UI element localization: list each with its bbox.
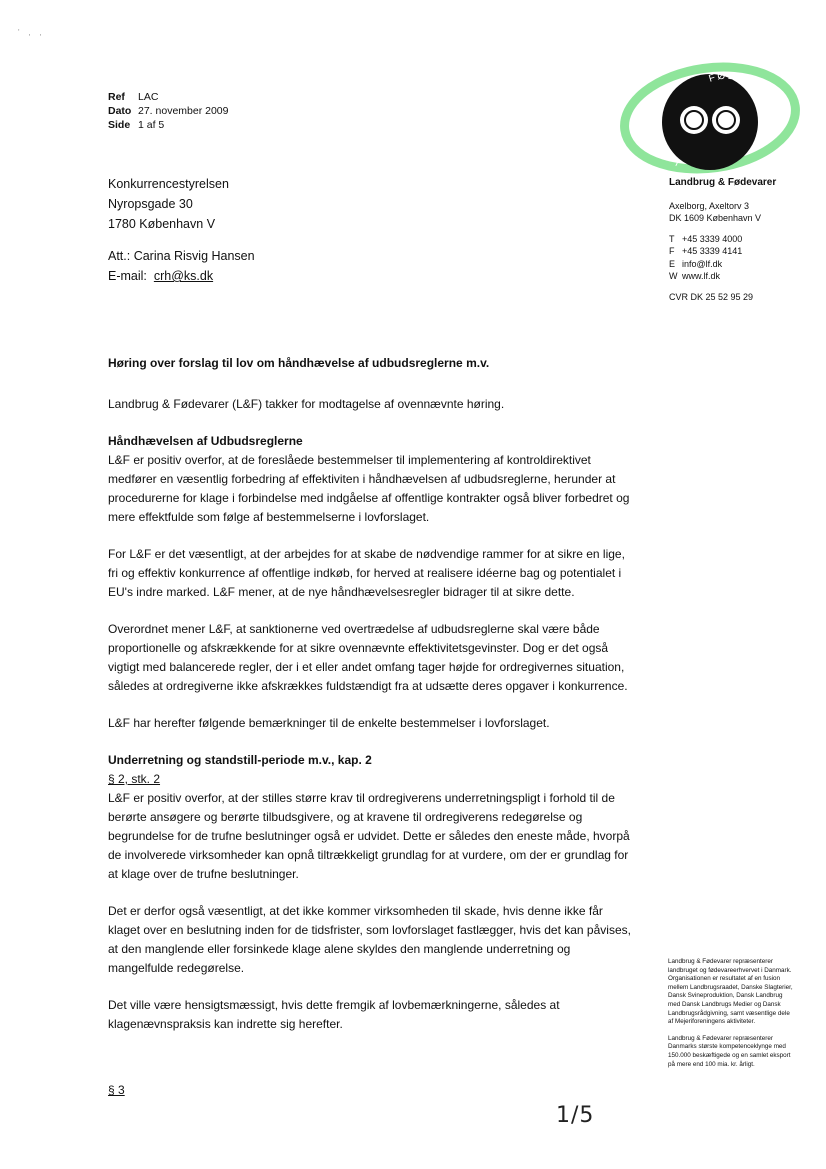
date-value: 27. november 2009	[138, 105, 229, 117]
contact-phone: T +45 3339 4000	[669, 233, 743, 244]
date-row	[108, 104, 228, 118]
letter-meta	[108, 90, 228, 132]
section-heading-2: Underretning og standstill-periode m.v., kap. 2	[108, 753, 372, 767]
recipient-email-row	[108, 266, 255, 286]
recipient-city: 1780 København V	[108, 217, 216, 231]
letter-body	[108, 354, 633, 1052]
contact-fax: F +45 3339 4141	[669, 246, 743, 256]
company-address1: Axelborg, Axeltorv 3	[669, 200, 750, 211]
recipient-org: Konkurrencestyrelsen	[108, 177, 229, 191]
paragraph-6: Det er derfor også væsentligt, at det ikke kommer virksomheden til skade, hvis denne ikke får klaget over en beslutning inden for de tidsfrister, som lovforslaget fastlægger, hvis det kan påvises, at den manglende eller forsinkede klage alene skyldes den manglende underretning og mangelfulde redegørelse.	[108, 904, 631, 975]
contact-web[interactable]: W www.lf.dk	[669, 271, 721, 281]
subsection-2-2: § 2, stk. 2	[108, 772, 161, 786]
email-label: E-mail:	[108, 269, 147, 283]
recipient-street: Nyropsgade 30	[108, 197, 193, 211]
company-address2: DK 1609 København V	[669, 213, 762, 223]
page-value: 1 af 5	[138, 119, 165, 131]
paragraph-5: L&F er positiv overfor, at der stilles større krav til ordregiverens underretningspligt i forhold til de berørte ansøgere og berørte tilbudsgivere, og at kravene til ordregiverens redegørelse og begrundelse for de trufne beslutninger også er udvidet. Dette er således den eneste måde, hvorpå de involverede virksomheder kan opnå tiltrækkeligt grundlag for at vurdere, om der er grundlag for at klage over de trufne beslutninger.	[108, 791, 630, 881]
page-row	[108, 118, 228, 132]
sidebar-text-2: Landbrug & Fødevarer repræsenterer Danmarks største kompetenceklynge med 150.000 beskæftigede og en samlet eksport på mere end 100 mia. kr. årligt.	[668, 1034, 791, 1068]
letter-intro: Landbrug & Fødevarer (L&F) takker for modtagelse af ovennævnte høring.	[108, 397, 505, 411]
date-label: Dato	[108, 105, 132, 117]
letter-title: Høring over forslag til lov om håndhævelse af udbudsreglerne m.v.	[108, 356, 490, 370]
company-contact	[669, 177, 776, 303]
contact-email[interactable]: E info@lf.dk	[669, 258, 723, 269]
ref-value: LAC	[138, 91, 159, 103]
paragraph-4: L&F har herefter følgende bemærkninger til de enkelte bestemmelser i lovforslaget.	[108, 716, 550, 730]
paragraph-1: L&F er positiv overfor, at de foreslåede bestemmelser til implementering af kontroldirektivet medfører en væsentlig forbedring af effektiviten i håndhævelsen af udbudsreglerne, herunder at procedurerne for klage i forbindelse med indgåelse af offentlige kontrakter også bliver forbedret og mere effektfulde som følge af bestemmelserne i lovforslaget.	[108, 453, 630, 524]
logo-arc-left: LANDBRUG	[645, 97, 682, 168]
handwritten-page-mark: 1/5	[556, 1103, 595, 1128]
section-heading-1: Håndhævelsen af Udbudsreglerne	[108, 434, 303, 448]
paragraph-2: For L&F er det væsentligt, at der arbejdes for at skabe de nødvendige rammer for at sikre en lige, fri og effektiv konkurrence af offentlige indkøb, for herved at realisere idéerne bag og potentialet i EU's indre marked. L&F mener, at de nye håndhævelsesregler bidrager til at sikre dette.	[108, 547, 625, 599]
subsection-3: § 3	[108, 1083, 125, 1097]
logo-arc-right: FØDEVARER	[707, 70, 777, 119]
logo-graphic	[618, 60, 804, 190]
sidebar-text-1: Landbrug & Fødevarer repræsenterer landbruget og fødevareerhvervet i Danmark. Organisationen er resultatet af en fusion mellem Landbrugsraadet, Danske Slagterier, Dansk Svineproduktion, Dansk Landbrug med Dansk Landbrugs Medier og Dansk Landbrugsrådgivning, samt væsentlige dele af Mejeriforeningens aktiviteter.	[668, 958, 793, 1026]
organisation-sidebar	[668, 958, 794, 1077]
scan-specks: ' , ,	[18, 28, 42, 37]
paragraph-7: Det ville være hensigtsmæssigt, hvis dette fremgik af lovbemærkningerne, således at klagenævnspraksis kan indrette sig herefter.	[108, 998, 560, 1031]
company-cvr: CVR DK 25 52 95 29	[669, 291, 754, 302]
recipient-address	[108, 174, 255, 286]
page-label: Side	[108, 119, 131, 131]
ref-label: Ref	[108, 91, 125, 103]
company-name: Landbrug & Fødevarer	[669, 177, 777, 188]
company-logo	[618, 60, 804, 190]
paragraph-3: Overordnet mener L&F, at sanktionerne ved overtrædelse af udbudsreglerne skal være både proportionelle og afskrækkende for at sikre ovennævnte effektivitetsgevinster. Dog er det også vigtigt med balancerede regler, der i et eller andet omfang tager højde for ordregivernes situation, således at ordregiverne ikke afskrækkes fuldstændigt fra at udsætte deres opgaver i konkurrence.	[108, 622, 628, 693]
ref-row	[108, 90, 228, 104]
recipient-att: Att.: Carina Risvig Hansen	[108, 249, 255, 263]
email-link[interactable]: crh@ks.dk	[153, 269, 214, 283]
